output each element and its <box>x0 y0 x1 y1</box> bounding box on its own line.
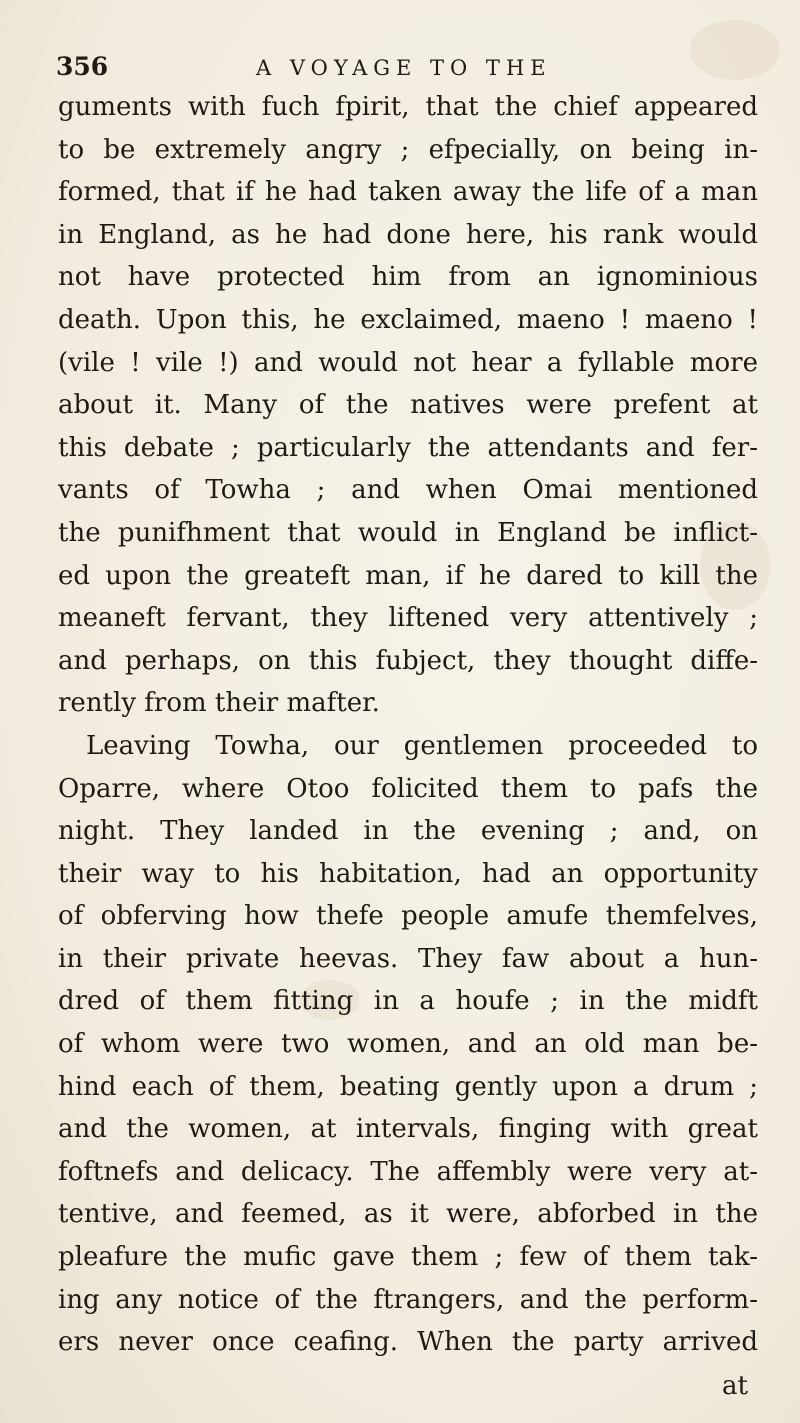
text-line: hind each of them, beating gently upon a drum ; <box>58 1071 758 1102</box>
text-line: rently from their mafter. <box>58 688 380 719</box>
body-text <box>58 86 758 1364</box>
catchword: at <box>722 1371 748 1401</box>
text-line: ers never once ceafing. When the party arrived <box>58 1327 758 1358</box>
text-line: to be extremely angry ; efpecially, on being in- <box>58 134 758 165</box>
text-line: Leaving Towha, our gentlemen proceeded to <box>86 730 758 761</box>
text-line: about it. Many of the natives were prefent at <box>58 390 758 421</box>
text-line: (vile ! vile !) and would not hear a fyllable more <box>58 347 758 378</box>
text-line: in England, as he had done here, his rank would <box>58 219 758 250</box>
text-line: and perhaps, on this fubject, they thought diffe- <box>58 645 758 676</box>
text-line: their way to his habitation, had an opportunity <box>58 858 758 889</box>
text-line: death. Upon this, he exclaimed, maeno ! maeno ! <box>58 304 758 335</box>
running-head: A VOYAGE TO THE <box>256 56 552 80</box>
page-number: 356 <box>56 52 109 81</box>
text-line: Oparre, where Otoo folicited them to pafs the <box>58 773 758 804</box>
text-line: this debate ; particularly the attendants and fer- <box>58 432 758 463</box>
text-line: of whom were two women, and an old man be- <box>58 1029 758 1060</box>
text-line: formed, that if he had taken away the life of a man <box>58 177 758 208</box>
text-line: not have protected him from an ignominious <box>58 262 758 293</box>
text-line: in their private heevas. They faw about a hun- <box>58 943 758 974</box>
text-line: foftnefs and delicacy. The affembly were very at- <box>58 1156 758 1187</box>
text-line: tentive, and feemed, as it were, abforbed in the <box>58 1199 758 1230</box>
text-line: night. They landed in the evening ; and, on <box>58 816 758 847</box>
text-line: meaneft fervant, they liftened very attentively ; <box>58 603 758 634</box>
text-line: pleafure the mufic gave them ; few of them tak- <box>58 1242 758 1273</box>
text-line: and the women, at intervals, finging with great <box>58 1114 758 1145</box>
text-line: guments with fuch fpirit, that the chief appeared <box>58 92 758 122</box>
text-line: the punifhment that would in England be inflict- <box>58 517 758 548</box>
text-line: ed upon the greateft man, if he dared to kill the <box>58 560 758 591</box>
text-line: of obferving how thefe people amufe themfelves, <box>58 901 758 932</box>
text-line: dred of them fitting in a houfe ; in the midft <box>58 986 758 1017</box>
text-line: ing any notice of the ftrangers, and the perform- <box>58 1284 758 1315</box>
text-line: vants of Towha ; and when Omai mentioned <box>58 475 758 506</box>
